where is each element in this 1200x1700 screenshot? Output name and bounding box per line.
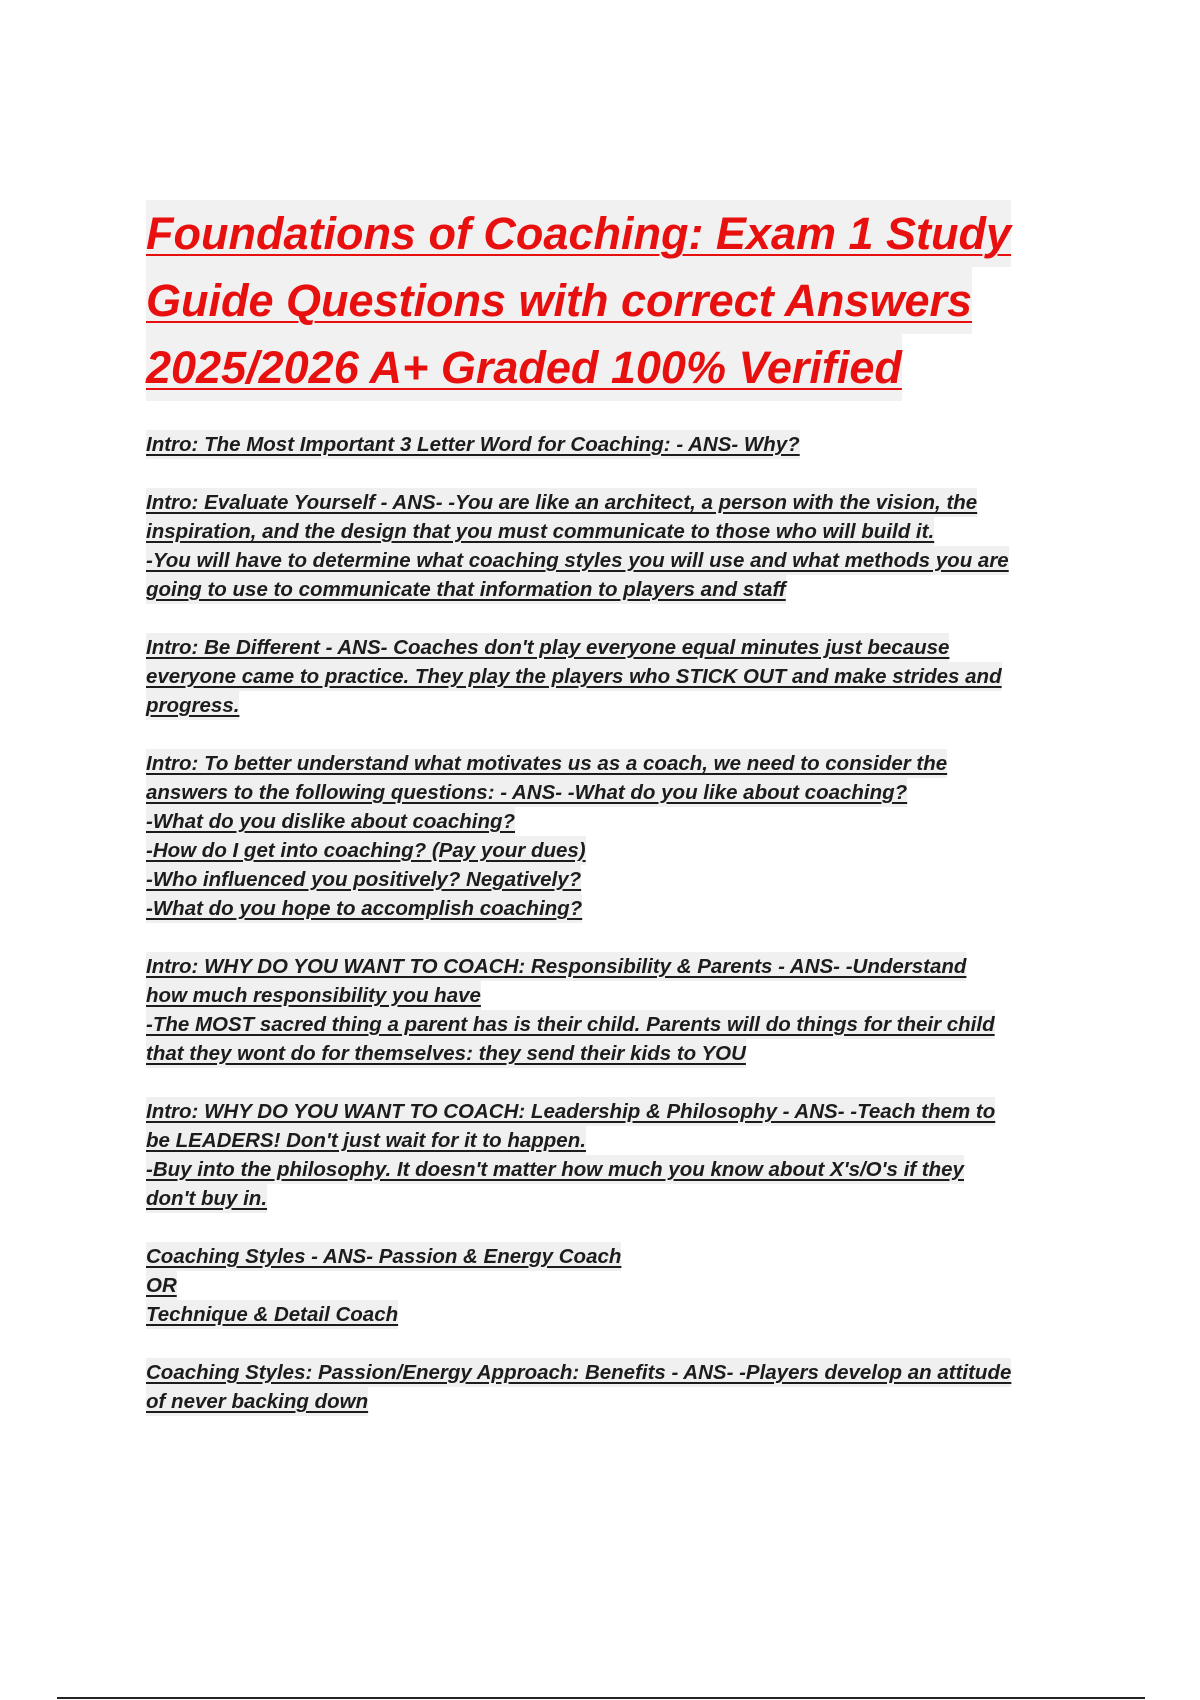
qa-line: Intro: Evaluate Yourself - ANS- -You are like an architect, a person with the vision, the bbox=[146, 488, 977, 517]
qa-line: -How do I get into coaching? (Pay your dues) bbox=[146, 836, 586, 865]
qa-line: progress. bbox=[146, 691, 239, 720]
qa-line: Intro: WHY DO YOU WANT TO COACH: Leadership & Philosophy - ANS- -Teach them to bbox=[146, 1097, 995, 1126]
qa-line: Coaching Styles: Passion/Energy Approach: Benefits - ANS- -Players develop an attitude bbox=[146, 1358, 1011, 1387]
qa-line: everyone came to practice. They play the players who STICK OUT and make strides and bbox=[146, 662, 1002, 691]
title-line: Guide Questions with correct Answers bbox=[146, 267, 972, 334]
qa-line: -What do you hope to accomplish coaching? bbox=[146, 894, 582, 923]
qa-entry bbox=[146, 1097, 1096, 1213]
qa-line: Intro: WHY DO YOU WANT TO COACH: Responsibility & Parents - ANS- -Understand bbox=[146, 952, 966, 981]
qa-entry bbox=[146, 488, 1096, 604]
qa-line: -Who influenced you positively? Negatively? bbox=[146, 865, 581, 894]
qa-line: -The MOST sacred thing a parent has is their child. Parents will do things for their child bbox=[146, 1010, 995, 1039]
title-line: 2025/2026 A+ Graded 100% Verified bbox=[146, 334, 902, 401]
qa-entry bbox=[146, 1358, 1096, 1416]
qa-line: be LEADERS! Don't just wait for it to happen. bbox=[146, 1126, 586, 1155]
qa-line: going to use to communicate that information to players and staff bbox=[146, 575, 786, 604]
qa-line: -What do you dislike about coaching? bbox=[146, 807, 515, 836]
qa-line: of never backing down bbox=[146, 1387, 368, 1416]
qa-entry bbox=[146, 749, 1096, 923]
qa-entry bbox=[146, 633, 1096, 720]
footer-divider bbox=[57, 1697, 1145, 1699]
qa-line: how much responsibility you have bbox=[146, 981, 481, 1010]
qa-line: inspiration, and the design that you must communicate to those who will build it. bbox=[146, 517, 934, 546]
qa-line: Coaching Styles - ANS- Passion & Energy Coach bbox=[146, 1242, 621, 1271]
qa-line: Intro: Be Different - ANS- Coaches don't play everyone equal minutes just because bbox=[146, 633, 949, 662]
qa-line: Technique & Detail Coach bbox=[146, 1300, 398, 1329]
qa-line: -You will have to determine what coaching styles you will use and what methods you are bbox=[146, 546, 1009, 575]
qa-line: OR bbox=[146, 1271, 177, 1300]
qa-entry bbox=[146, 430, 1096, 459]
qa-line: answers to the following questions: - ANS- -What do you like about coaching? bbox=[146, 778, 907, 807]
title-line: Foundations of Coaching: Exam 1 Study bbox=[146, 200, 1011, 267]
document-title bbox=[146, 200, 1066, 401]
qa-line: -Buy into the philosophy. It doesn't matter how much you know about X's/O's if they bbox=[146, 1155, 964, 1184]
qa-line: that they wont do for themselves: they send their kids to YOU bbox=[146, 1039, 746, 1068]
qa-line: Intro: The Most Important 3 Letter Word for Coaching: - ANS- Why? bbox=[146, 430, 800, 459]
qa-line: don't buy in. bbox=[146, 1184, 267, 1213]
qa-entry bbox=[146, 952, 1096, 1068]
question-answer-list bbox=[146, 430, 1096, 1445]
qa-entry bbox=[146, 1242, 1096, 1329]
qa-line: Intro: To better understand what motivates us as a coach, we need to consider the bbox=[146, 749, 947, 778]
